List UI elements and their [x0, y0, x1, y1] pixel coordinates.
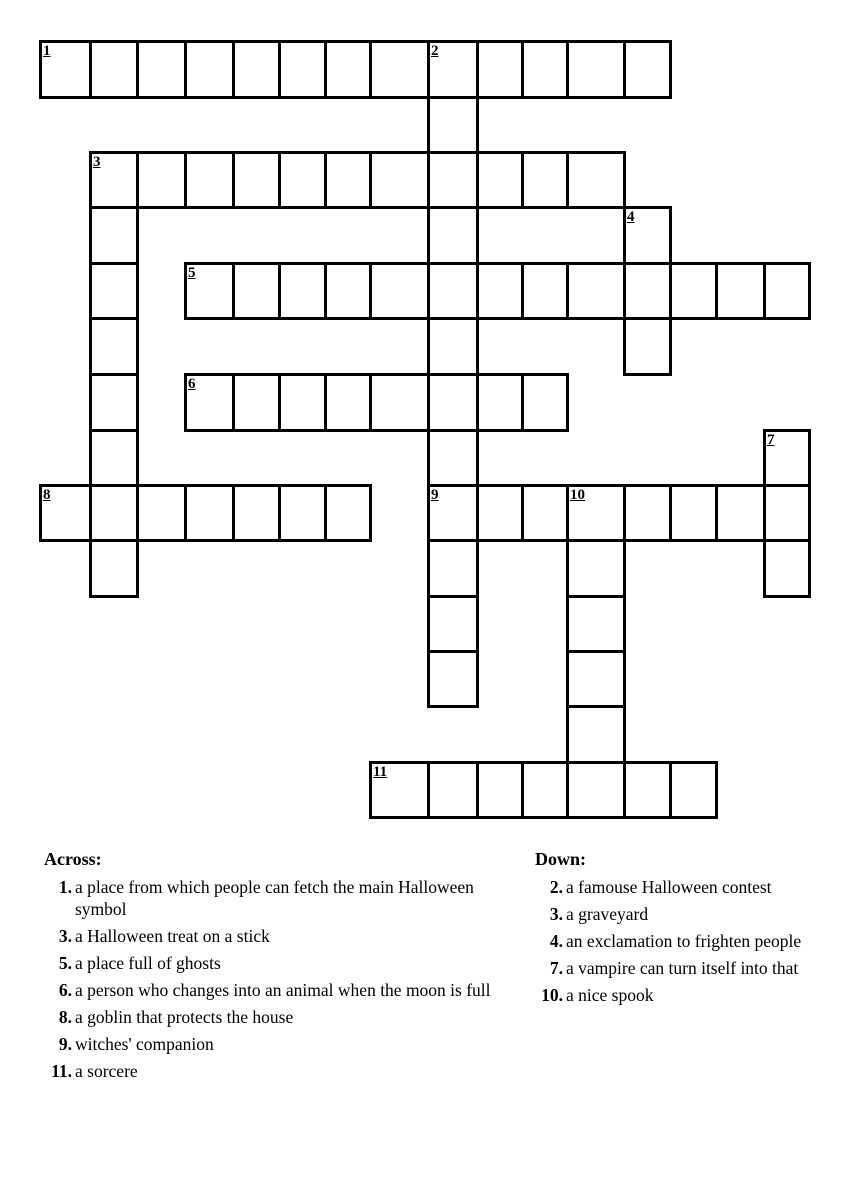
grid-cell[interactable]	[476, 484, 524, 542]
grid-cell[interactable]	[427, 484, 479, 542]
grid-cell[interactable]	[763, 429, 811, 487]
grid-cell[interactable]	[324, 373, 372, 432]
down-clue	[535, 984, 835, 1006]
grid-cell[interactable]	[715, 262, 766, 320]
across-clue	[44, 979, 524, 1001]
grid-cell[interactable]	[476, 151, 524, 209]
grid-cell[interactable]	[89, 262, 139, 320]
grid-cell[interactable]	[278, 484, 327, 542]
grid-cell[interactable]	[184, 262, 235, 320]
clue-number: 3.	[549, 904, 563, 924]
clue-number: 3.	[58, 926, 72, 946]
grid-cell[interactable]	[521, 262, 569, 320]
cell-number: 7	[767, 432, 775, 448]
grid-cell[interactable]	[136, 40, 187, 99]
grid-cell[interactable]	[369, 151, 430, 209]
grid-cell[interactable]	[89, 40, 139, 99]
grid-cell[interactable]	[232, 484, 281, 542]
clue-number: 5.	[58, 953, 72, 973]
grid-cell[interactable]	[324, 262, 372, 320]
grid-cell[interactable]	[39, 484, 92, 542]
down-clues	[535, 848, 835, 1011]
grid-cell[interactable]	[566, 705, 626, 764]
grid-cell[interactable]	[427, 650, 479, 708]
clue-number: 10.	[541, 985, 563, 1005]
clue-number: 4.	[549, 931, 563, 951]
grid-cell[interactable]	[521, 484, 569, 542]
clue-text: a sorcere	[75, 1061, 138, 1081]
across-clue-list	[44, 876, 524, 1082]
grid-cell[interactable]	[715, 484, 766, 542]
grid-cell[interactable]	[369, 262, 430, 320]
grid-cell[interactable]	[136, 151, 187, 209]
grid-cell[interactable]	[669, 262, 718, 320]
grid-cell[interactable]	[566, 761, 626, 819]
cell-number: 3	[93, 154, 101, 170]
grid-cell[interactable]	[566, 262, 626, 320]
grid-cell[interactable]	[427, 373, 479, 432]
grid-cell[interactable]	[427, 40, 479, 99]
grid-cell[interactable]	[476, 761, 524, 819]
down-heading: Down:	[535, 849, 587, 869]
grid-cell[interactable]	[566, 595, 626, 653]
down-clue	[535, 876, 835, 898]
grid-cell[interactable]	[232, 262, 281, 320]
grid-cell[interactable]	[623, 484, 672, 542]
across-clues	[44, 848, 524, 1087]
grid-cell[interactable]	[427, 151, 479, 209]
clue-number: 7.	[549, 958, 563, 978]
clue-number: 11.	[51, 1061, 72, 1081]
grid-cell[interactable]	[232, 373, 281, 432]
grid-cell[interactable]	[427, 206, 479, 265]
grid-cell[interactable]	[623, 206, 672, 265]
clue-number: 6.	[58, 980, 72, 1000]
down-clue	[535, 903, 835, 925]
grid-cell[interactable]	[369, 40, 430, 99]
clue-text: a person who changes into an animal when the moon is full	[75, 980, 491, 1000]
grid-cell[interactable]	[669, 484, 718, 542]
cell-number: 2	[431, 43, 439, 59]
grid-cell[interactable]	[369, 761, 430, 819]
cell-number: 9	[431, 487, 439, 503]
across-clue	[44, 925, 524, 947]
grid-cell[interactable]	[669, 761, 718, 819]
grid-cell[interactable]	[136, 484, 187, 542]
clue-text: a Halloween treat on a stick	[75, 926, 270, 946]
grid-cell[interactable]	[89, 373, 139, 432]
grid-cell[interactable]	[427, 96, 479, 154]
clue-text: a place full of ghosts	[75, 953, 221, 973]
grid-cell[interactable]	[427, 539, 479, 598]
grid-cell[interactable]	[427, 429, 479, 487]
grid-cell[interactable]	[427, 595, 479, 653]
clue-text: a place from which people can fetch the main Halloween symbol	[75, 877, 474, 919]
across-clue	[44, 876, 524, 920]
cell-number: 4	[627, 209, 635, 225]
grid-cell[interactable]	[89, 539, 139, 598]
grid-cell[interactable]	[39, 40, 92, 99]
grid-cell[interactable]	[476, 40, 524, 99]
grid-cell[interactable]	[521, 373, 569, 432]
grid-cell[interactable]	[476, 262, 524, 320]
clue-text: a famouse Halloween contest	[566, 877, 772, 897]
grid-cell[interactable]	[184, 484, 235, 542]
clue-text: a vampire can turn itself into that	[566, 958, 799, 978]
grid-cell[interactable]	[278, 373, 327, 432]
across-clue	[44, 952, 524, 974]
grid-cell[interactable]	[763, 262, 811, 320]
grid-cell[interactable]	[427, 262, 479, 320]
grid-cell[interactable]	[278, 40, 327, 99]
cell-number: 6	[188, 376, 196, 392]
grid-cell[interactable]	[521, 40, 569, 99]
grid-cell[interactable]	[623, 262, 672, 320]
grid-cell[interactable]	[521, 151, 569, 209]
grid-cell[interactable]	[566, 151, 626, 209]
across-clue	[44, 1033, 524, 1055]
grid-cell[interactable]	[89, 206, 139, 265]
across-clue	[44, 1006, 524, 1028]
grid-cell[interactable]	[566, 650, 626, 708]
grid-cell[interactable]	[184, 373, 235, 432]
grid-cell[interactable]	[623, 317, 672, 376]
clue-text: a goblin that protects the house	[75, 1007, 294, 1027]
clue-number: 9.	[58, 1034, 72, 1054]
grid-cell[interactable]	[184, 40, 235, 99]
cell-number: 1	[43, 43, 51, 59]
grid-cell[interactable]	[763, 539, 811, 598]
grid-cell[interactable]	[521, 761, 569, 819]
grid-cell[interactable]	[324, 40, 372, 99]
cell-number: 5	[188, 265, 196, 281]
grid-cell[interactable]	[184, 151, 235, 209]
clue-number: 2.	[549, 877, 563, 897]
grid-cell[interactable]	[89, 429, 139, 487]
grid-cell[interactable]	[324, 484, 372, 542]
grid-cell[interactable]	[427, 317, 479, 376]
grid-cell[interactable]	[566, 484, 626, 542]
down-clue	[535, 957, 835, 979]
cell-number: 8	[43, 487, 51, 503]
grid-cell[interactable]	[476, 373, 524, 432]
grid-cell[interactable]	[89, 151, 139, 209]
grid-cell[interactable]	[324, 151, 372, 209]
down-clue-list	[535, 876, 835, 1006]
grid-cell[interactable]	[623, 761, 672, 819]
clue-text: a graveyard	[566, 904, 649, 924]
grid-cell[interactable]	[232, 151, 281, 209]
grid-cell[interactable]	[232, 40, 281, 99]
clue-text: witches' companion	[75, 1034, 214, 1054]
grid-cell[interactable]	[89, 484, 139, 542]
grid-cell[interactable]	[369, 373, 430, 432]
clue-number: 1.	[58, 877, 72, 897]
grid-cell[interactable]	[566, 539, 626, 598]
grid-cell[interactable]	[89, 317, 139, 376]
cell-number: 10	[570, 487, 585, 503]
across-heading: Across:	[44, 849, 102, 869]
grid-cell[interactable]	[763, 484, 811, 542]
clue-number: 8.	[58, 1007, 72, 1027]
clue-text: an exclamation to frighten people	[566, 931, 802, 951]
grid-cell[interactable]	[278, 151, 327, 209]
grid-cell[interactable]	[427, 761, 479, 819]
grid-cell[interactable]	[623, 40, 672, 99]
clue-text: a nice spook	[566, 985, 654, 1005]
cell-number: 11	[373, 764, 388, 780]
down-clue	[535, 930, 835, 952]
across-clue	[44, 1060, 524, 1082]
grid-cell[interactable]	[566, 40, 626, 99]
grid-cell[interactable]	[278, 262, 327, 320]
